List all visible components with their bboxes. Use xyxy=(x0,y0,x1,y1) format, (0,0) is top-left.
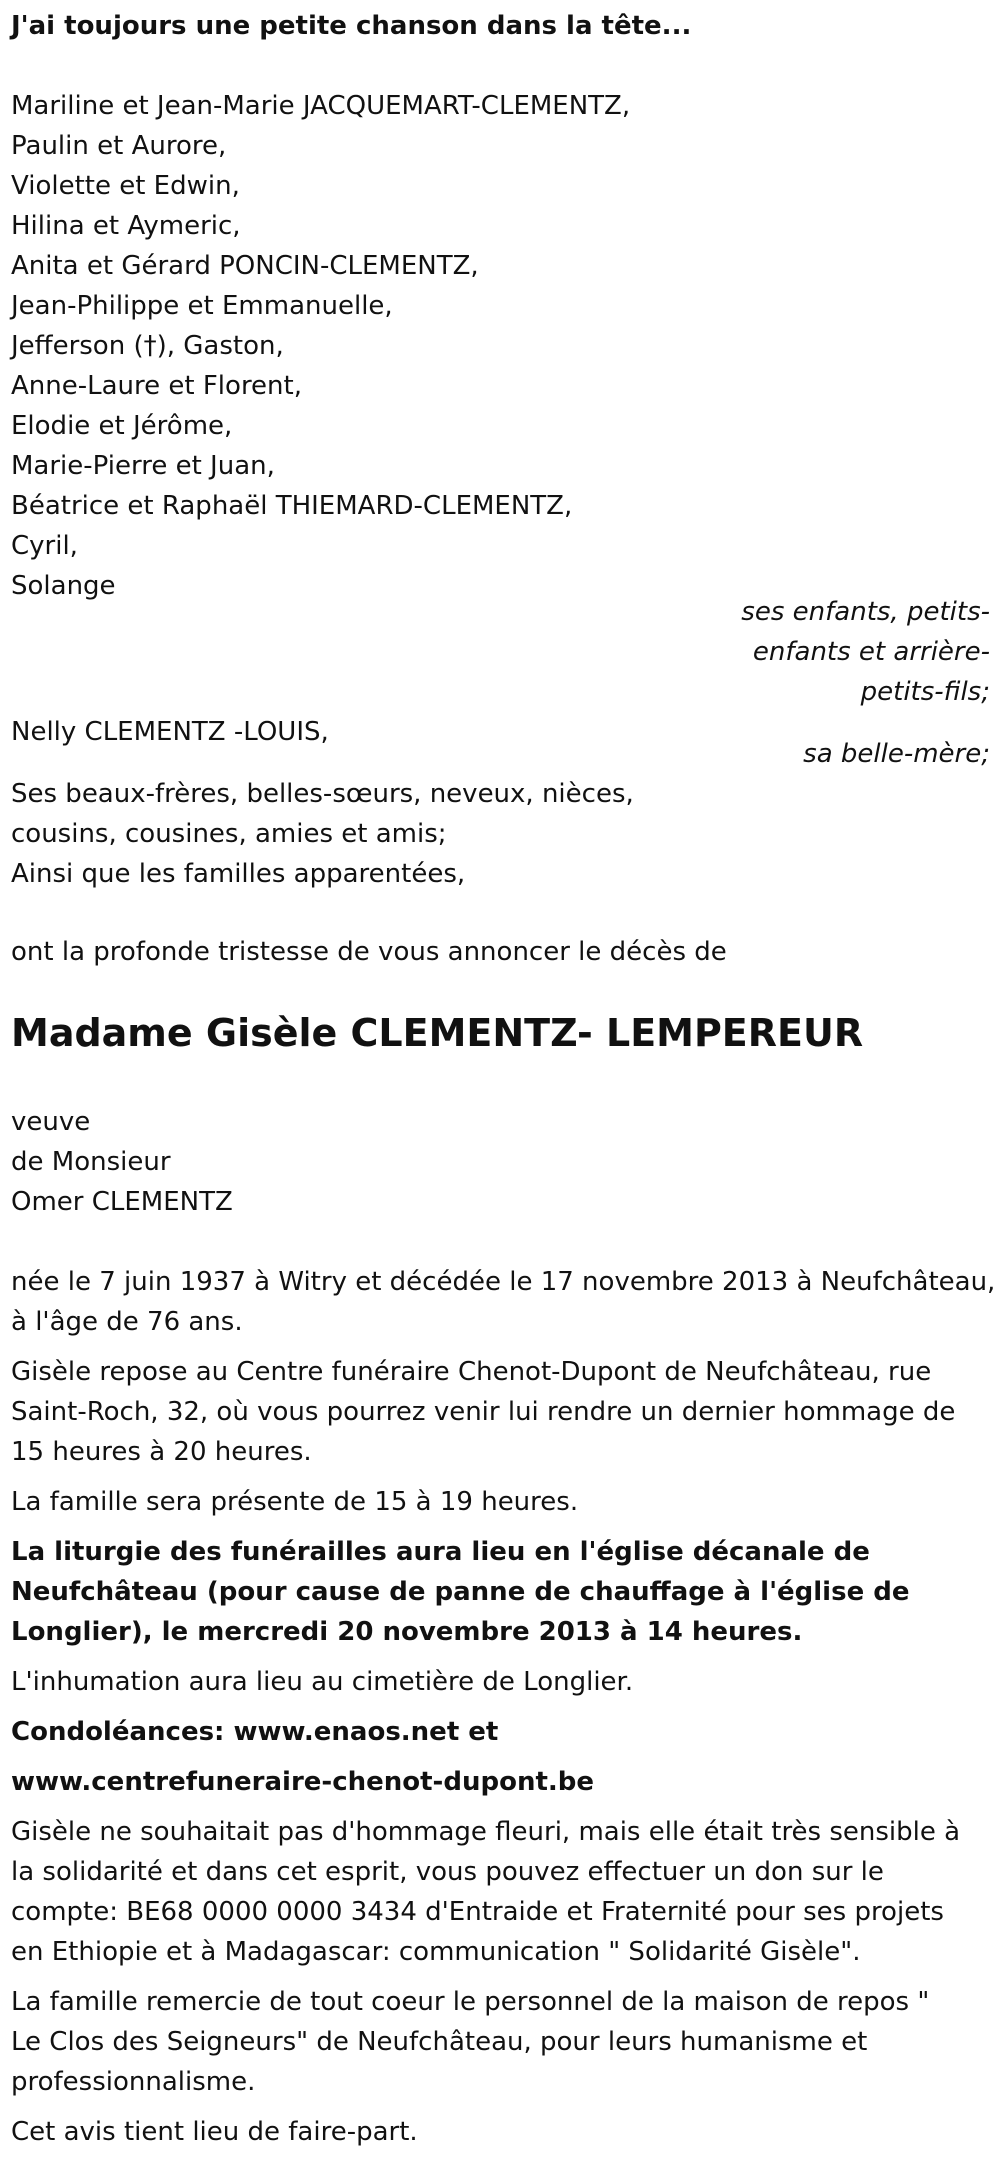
relatives-line: Ses beaux-frères, belles-sœurs, neveux, nièces, xyxy=(11,779,634,809)
family-line: Cyril, xyxy=(11,531,78,561)
relatives-line: Ainsi que les familles apparentées, xyxy=(11,859,466,889)
paragraph-line: la solidarité et dans cet esprit, vous pouvez effectuer un don sur le xyxy=(11,1857,884,1887)
widow-line: de Monsieur xyxy=(11,1147,171,1177)
paragraph-line: La liturgie des funérailles aura lieu en l'église décanale de xyxy=(11,1537,870,1567)
family-line: Mariline et Jean-Marie JACQUEMART-CLEMENTZ, xyxy=(11,91,631,121)
paragraph-line: professionnalisme. xyxy=(11,2067,256,2097)
paragraph-line: Neufchâteau (pour cause de panne de chauffage à l'église de xyxy=(11,1577,910,1607)
widow-line: Omer CLEMENTZ xyxy=(11,1187,233,1217)
liturgy-paragraph xyxy=(11,1532,996,1652)
deceased-name: Madame Gisèle CLEMENTZ- LEMPEREUR xyxy=(11,1011,864,1055)
family-line: Paulin et Aurore, xyxy=(11,131,227,161)
paragraph-line: Le Clos des Seigneurs" de Neufchâteau, pour leurs humanisme et xyxy=(11,2027,868,2057)
paragraph-line: Gisèle ne souhaitait pas d'hommage fleuri, mais elle était très sensible à xyxy=(11,1817,961,1847)
announcement: ont la profonde tristesse de vous annoncer le décès de xyxy=(11,937,727,967)
paragraph-line: La famille remercie de tout coeur le personnel de la maison de repos " xyxy=(11,1987,930,2017)
widow-line: veuve xyxy=(11,1107,91,1137)
condolences-line: www.centrefuneraire-chenot-dupont.be xyxy=(11,1767,595,1797)
repose-paragraph xyxy=(11,1352,996,1472)
relation-line: petits-fils; xyxy=(860,677,990,707)
mother-in-law-name: Nelly CLEMENTZ -LOUIS, xyxy=(11,717,329,747)
paragraph-line: à l'âge de 76 ans. xyxy=(11,1307,243,1337)
relatives-line: cousins, cousines, amies et amis; xyxy=(11,819,447,849)
family-line: Béatrice et Raphaël THIEMARD-CLEMENTZ, xyxy=(11,491,573,521)
family-line: Jean-Philippe et Emmanuelle, xyxy=(11,291,393,321)
thanks-paragraph xyxy=(11,1982,996,2102)
relation-line: enfants et arrière- xyxy=(752,637,990,667)
tagline: J'ai toujours une petite chanson dans la tête... xyxy=(11,11,692,41)
family-line: Hilina et Aymeric, xyxy=(11,211,241,241)
paragraph-line: Longlier), le mercredi 20 novembre 2013 à 14 heures. xyxy=(11,1617,803,1647)
closing-paragraph xyxy=(11,2112,996,2152)
family-line: Elodie et Jérôme, xyxy=(11,411,233,441)
condolences-line: Condoléances: www.enaos.net et xyxy=(11,1717,499,1747)
paragraph-line: Saint-Roch, 32, où vous pourrez venir lui rendre un dernier hommage de xyxy=(11,1397,956,1427)
paragraph-line: 15 heures à 20 heures. xyxy=(11,1437,312,1467)
family-line: Marie-Pierre et Juan, xyxy=(11,451,275,481)
family-present-paragraph xyxy=(11,1482,996,1522)
family-line: Anita et Gérard PONCIN-CLEMENTZ, xyxy=(11,251,479,281)
family-line: Solange xyxy=(11,571,116,601)
relation-mother-in-law: sa belle-mère; xyxy=(803,739,990,769)
widow-of xyxy=(11,1102,233,1222)
relation-children xyxy=(720,592,990,712)
paragraph-line: en Ethiopie et à Madagascar: communication " Solidarité Gisèle". xyxy=(11,1937,861,1967)
paragraph-line: née le 7 juin 1937 à Witry et décédée le 17 novembre 2013 à Neufchâteau, xyxy=(11,1267,996,1297)
donation-paragraph xyxy=(11,1812,996,1972)
condolences-paragraph xyxy=(11,1712,996,1752)
relation-line: ses enfants, petits- xyxy=(741,597,990,627)
family-line: Jefferson (†), Gaston, xyxy=(11,331,284,361)
details-section xyxy=(11,1262,996,2162)
other-relatives xyxy=(11,774,634,894)
family-line: Violette et Edwin, xyxy=(11,171,240,201)
paragraph-line: compte: BE68 0000 0000 3434 d'Entraide et Fraternité pour ses projets xyxy=(11,1897,944,1927)
condolences-website xyxy=(11,1762,996,1802)
family-names-list xyxy=(11,86,630,606)
paragraph-line: Gisèle repose au Centre funéraire Chenot-Dupont de Neufchâteau, rue xyxy=(11,1357,932,1387)
paragraph-line: La famille sera présente de 15 à 19 heures. xyxy=(11,1487,579,1517)
family-line: Anne-Laure et Florent, xyxy=(11,371,302,401)
burial-paragraph xyxy=(11,1662,996,1702)
paragraph-line: L'inhumation aura lieu au cimetière de Longlier. xyxy=(11,1667,634,1697)
paragraph-line: Cet avis tient lieu de faire-part. xyxy=(11,2117,418,2147)
birth-death-paragraph xyxy=(11,1262,996,1342)
